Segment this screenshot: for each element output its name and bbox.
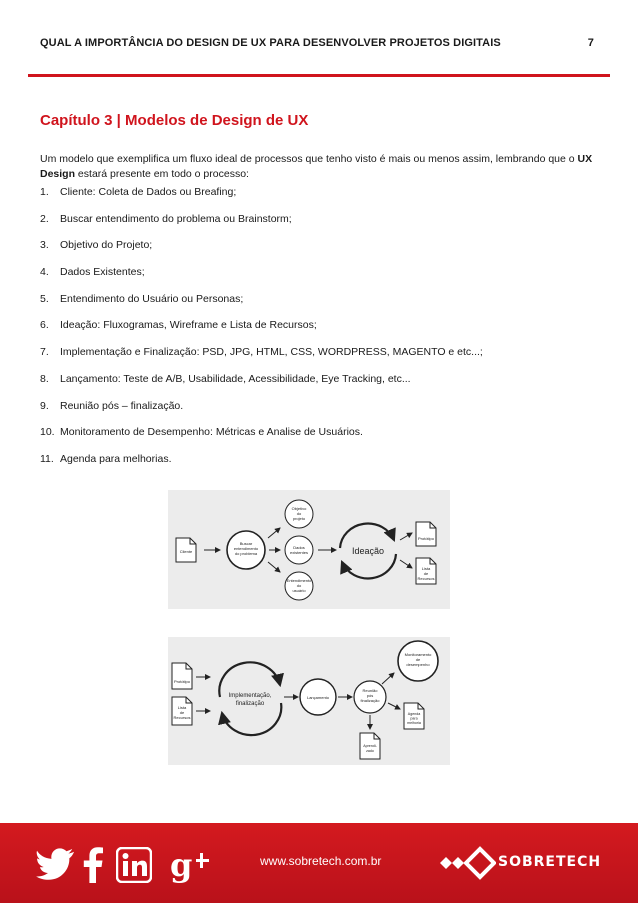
lista-label-2: de [423, 571, 429, 576]
objetivo-label-3: projeto [292, 516, 306, 521]
sobretech-logo [436, 845, 616, 881]
list-item-text: Objetivo do Projeto; [60, 239, 153, 252]
list-item [40, 212, 600, 239]
monitoramento-label-3: desempenho [406, 662, 430, 667]
implementacao-label-1: Implementação, [228, 693, 272, 699]
monitoramento-label-2: de [415, 657, 421, 662]
arrow [268, 528, 280, 538]
buscar-label-3: do problema [234, 551, 258, 556]
buscar-label-1: Buscar [239, 541, 253, 546]
entendimento-circle [285, 572, 313, 600]
list-item [40, 452, 600, 479]
document-title: QUAL A IMPORTÂNCIA DO DESIGN DE UX PARA DESENVOLVER PROJETOS DIGITAIS [40, 37, 501, 49]
process-steps-list [40, 185, 600, 479]
dados-label-2: existentes [289, 550, 309, 555]
list-item-number: 3. [40, 239, 49, 252]
lista-label-3: Recursos [417, 576, 435, 581]
intro-text-1: Um modelo que exemplifica um fluxo ideal de processos que tenho visto é mais ou menos assim, lembrando que o [40, 153, 578, 165]
list-item-number: 4. [40, 266, 49, 279]
objetivo-label-1: Objetivo [291, 506, 307, 511]
linkedin-icon[interactable] [116, 847, 152, 883]
reuniao-label-3: finalização [360, 698, 380, 703]
ideacao-label: Ideação [351, 546, 385, 556]
facebook-icon[interactable] [82, 847, 104, 883]
objetivo-circle [285, 500, 313, 528]
cliente-label: Cliente [179, 549, 193, 554]
list-item [40, 425, 600, 452]
agenda-label-1: Agenda [407, 712, 421, 716]
list-item-number: 1. [40, 186, 49, 198]
arrow [388, 703, 400, 709]
list-item [40, 318, 600, 345]
arrow [400, 560, 412, 568]
list-item-text: Implementação e Finalização: PSD, JPG, HTML, CSS, WORDPRESS, MAGENTO e etc...; [60, 346, 483, 359]
list-item-text: Lançamento: Teste de A/B, Usabilidade, Acessibilidade, Eye Tracking, etc... [60, 372, 411, 385]
lista-recursos-document-icon [416, 558, 436, 584]
svg-text:g: g [170, 847, 193, 883]
reuniao-label-1: Reunião [362, 688, 378, 693]
reuniao-circle [354, 681, 386, 713]
prototipo-label: Protótipo [173, 679, 191, 684]
lista-label-2: de [179, 710, 185, 715]
lista-label-3: Recursos [173, 715, 191, 720]
aprendizado-label-2: zado [366, 749, 374, 753]
list-item [40, 345, 600, 372]
arrow [400, 533, 412, 540]
list-item-number: 9. [40, 399, 49, 412]
lista-recursos-document-icon [172, 697, 192, 725]
entendimento-label-1: Entendimento [286, 578, 312, 583]
list-item-text: Cliente: Coleta de Dados ou Breafing; [60, 186, 237, 198]
lista-label-1: Lista [421, 566, 431, 571]
process-diagram-1-svg [168, 490, 450, 609]
header-divider [28, 74, 610, 77]
twitter-icon[interactable] [36, 847, 76, 881]
ideacao-cycle [340, 524, 396, 579]
list-item-text: Reunião pós – finalização. [60, 399, 184, 412]
list-item-text: Monitoramento de Desempenho: Métricas e Analise de Usuários. [60, 426, 363, 439]
list-item-text: Agenda para melhorias. [60, 452, 172, 465]
list-item-text: Dados Existentes; [60, 266, 145, 279]
list-item-number: 11. [40, 452, 54, 465]
list-item [40, 185, 600, 212]
entendimento-label-3: usuário [292, 588, 306, 593]
arrow [268, 562, 280, 572]
list-item-text: Buscar entendimento do problema ou Brainstorm; [60, 212, 292, 225]
list-item-number: 8. [40, 372, 49, 385]
list-item-number: 6. [40, 319, 49, 332]
brand-name: SOBRETECH [498, 854, 602, 870]
page-footer [0, 823, 638, 903]
lancamento-circle [300, 679, 336, 715]
buscar-label-2: entendimento [233, 546, 259, 551]
agenda-label-3: melhoria [407, 721, 421, 725]
list-item-number: 10. [40, 426, 55, 439]
process-diagram-2-svg [168, 637, 450, 765]
list-item-number: 5. [40, 292, 49, 305]
list-item-text: Entendimento do Usuário ou Personas; [60, 292, 244, 305]
aprendizado-label-1: Aprendi- [363, 744, 377, 748]
arrow [382, 673, 394, 684]
website-url[interactable]: www.sobretech.com.br [260, 854, 382, 868]
list-item-number: 7. [40, 346, 49, 359]
list-item [40, 265, 600, 292]
monitoramento-label-1: Monitoramento [404, 652, 432, 657]
list-item [40, 372, 600, 399]
list-item-text: Ideação: Fluxogramas, Wireframe e Lista de Recursos; [60, 319, 317, 332]
prototipo-label: Protótipo [417, 536, 435, 541]
page-header [40, 37, 598, 53]
process-diagram-1 [168, 490, 450, 609]
lista-label-1: Lista [177, 705, 187, 710]
implementacao-label-2: finalização [235, 701, 265, 707]
sobretech-logo-mark [436, 845, 496, 881]
dados-label-1: Dados [293, 545, 305, 550]
page-number: 7 [587, 37, 594, 49]
monitoramento-circle [398, 641, 438, 681]
list-item [40, 238, 600, 265]
dados-circle [285, 536, 313, 564]
agenda-label-2: para [410, 716, 418, 721]
implementacao-cycle [219, 662, 281, 735]
list-item [40, 399, 600, 426]
entendimento-label-2: do [296, 583, 302, 588]
reuniao-label-2: pós [366, 693, 374, 698]
prototipo-document-icon [416, 522, 436, 546]
lancamento-label: Lançamento [306, 695, 330, 700]
cliente-document-icon [176, 538, 196, 562]
list-item [40, 292, 600, 319]
prototipo-document-icon [172, 663, 192, 689]
objetivo-label-2: do [296, 511, 302, 516]
google-plus-icon[interactable] [170, 847, 212, 883]
intro-text-2: estará presente em todo o processo: [75, 168, 249, 180]
chapter-title: Capítulo 3 | Modelos de Design de UX [40, 112, 309, 129]
aprendizado-document-icon [360, 733, 380, 759]
agenda-melhoria-document-icon [404, 703, 424, 729]
process-diagram-2 [168, 637, 450, 765]
intro-paragraph [40, 152, 600, 182]
buscar-circle [227, 531, 265, 569]
list-item-number: 2. [40, 212, 49, 225]
intro-bold-term: UX Design [40, 153, 593, 180]
